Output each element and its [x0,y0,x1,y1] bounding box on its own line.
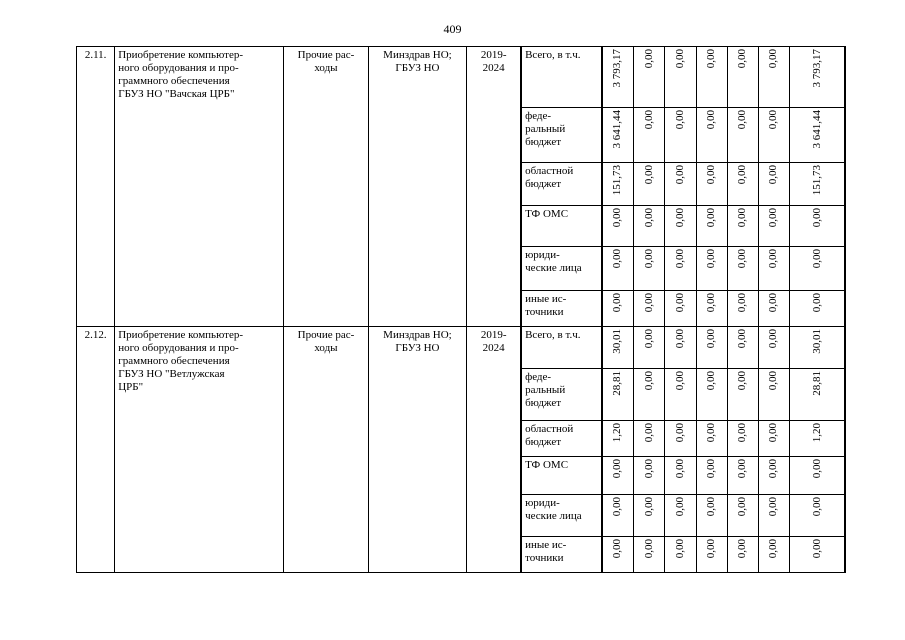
amount-value: 0,00 [705,497,718,517]
amount-cell [602,537,634,573]
amount-value: 0,00 [705,329,718,349]
amount-cell [790,163,845,206]
amount-value: 0,00 [642,49,655,69]
amount-value: 0,00 [736,293,749,313]
amount-cell [634,291,665,327]
amount-cell [602,163,634,206]
amount-cell [634,421,665,457]
amount-cell [634,457,665,495]
amount-value: 0,00 [705,459,718,479]
amount-value: 0,00 [611,459,624,479]
amount-value: 28,81 [810,371,823,396]
amount-cell [665,421,696,457]
amount-cell [696,108,727,163]
amount-value: 0,00 [705,49,718,69]
amount-value: 0,00 [736,110,749,130]
amount-cell [727,327,758,369]
amount-value: 0,00 [642,423,655,443]
amount-value: 0,00 [810,539,823,559]
amount-cell [665,369,696,421]
amount-cell [634,47,665,108]
amount-value: 0,00 [736,539,749,559]
funding-source: феде- ральный бюджет [521,369,601,421]
amount-value: 0,00 [705,249,718,269]
amount-value: 0,00 [705,371,718,391]
amount-value: 0,00 [611,539,624,559]
amount-value: 0,00 [611,208,624,228]
amount-cell [696,421,727,457]
amount-value: 0,00 [642,165,655,185]
amount-value: 3 793,17 [810,49,823,88]
amount-cell [665,495,696,537]
amount-cell [727,495,758,537]
amount-value: 0,00 [736,49,749,69]
amount-cell [634,537,665,573]
amount-cell [634,163,665,206]
amount-value: 0,00 [673,49,686,69]
amount-cell [665,247,696,291]
expense-type: Прочие рас- ходы [284,47,368,327]
amount-cell [696,247,727,291]
table-body [77,47,846,573]
amount-value: 0,00 [767,110,780,130]
budget-table [76,46,846,573]
amount-cell [727,369,758,421]
amount-cell [634,247,665,291]
item-number: 2.11. [77,47,115,327]
amount-value: 0,00 [642,249,655,269]
amount-value: 0,00 [611,249,624,269]
amount-value: 1,20 [611,423,624,443]
table-row [77,47,846,108]
amount-cell [665,163,696,206]
amount-cell [696,291,727,327]
amount-value: 0,00 [810,249,823,269]
amount-cell [665,457,696,495]
amount-value: 0,00 [673,208,686,228]
amount-value: 0,00 [810,208,823,228]
amount-value: 3 641,44 [810,110,823,149]
amount-value: 0,00 [705,423,718,443]
expense-type: Прочие рас- ходы [284,327,368,573]
amount-value: 0,00 [642,459,655,479]
amount-value: 3 793,17 [611,49,624,88]
amount-cell [665,537,696,573]
amount-cell [790,327,845,369]
amount-value: 0,00 [736,249,749,269]
amount-cell [602,327,634,369]
amount-cell [758,457,789,495]
amount-cell [602,291,634,327]
amount-cell [602,108,634,163]
amount-value: 0,00 [673,539,686,559]
amount-value: 0,00 [705,293,718,313]
amount-value: 0,00 [673,165,686,185]
amount-cell [758,327,789,369]
funding-source: областной бюджет [521,163,601,206]
amount-cell [758,537,789,573]
amount-value: 0,00 [810,497,823,517]
amount-value: 0,00 [736,371,749,391]
amount-cell [634,369,665,421]
amount-cell [758,206,789,247]
amount-cell [727,537,758,573]
amount-value: 0,00 [767,49,780,69]
amount-value: 0,00 [705,165,718,185]
amount-value: 0,00 [736,423,749,443]
amount-cell [634,495,665,537]
funding-source: иные ис- точники [521,291,601,327]
page-number: 409 [443,22,462,36]
amount-cell [602,47,634,108]
amount-cell [727,421,758,457]
funding-source: областной бюджет [521,421,601,457]
amount-cell [727,457,758,495]
amount-cell [790,495,845,537]
table-row [77,327,846,369]
amount-cell [696,47,727,108]
amount-cell [602,247,634,291]
amount-value: 151,73 [810,165,823,196]
amount-cell [790,369,845,421]
amount-cell [696,327,727,369]
amount-value: 0,00 [673,459,686,479]
amount-value: 0,00 [767,329,780,349]
amount-value: 0,00 [767,165,780,185]
amount-cell [727,163,758,206]
amount-value: 30,01 [810,329,823,354]
amount-value: 0,00 [673,110,686,130]
amount-value: 0,00 [767,497,780,517]
funding-source: иные ис- точники [521,537,601,573]
amount-cell [790,421,845,457]
amount-value: 0,00 [705,539,718,559]
amount-value: 0,00 [673,497,686,517]
amount-cell [727,206,758,247]
amount-value: 0,00 [767,208,780,228]
amount-cell [758,369,789,421]
item-number: 2.12. [77,327,115,573]
amount-cell [634,108,665,163]
amount-value: 1,20 [810,423,823,443]
amount-value: 0,00 [736,497,749,517]
funding-source: феде- ральный бюджет [521,108,601,163]
amount-value: 0,00 [642,293,655,313]
amount-cell [602,457,634,495]
amount-cell [727,247,758,291]
amount-cell [790,537,845,573]
amount-value: 0,00 [642,208,655,228]
amount-value: 0,00 [767,423,780,443]
amount-value: 3 641,44 [611,110,624,149]
amount-value: 151,73 [611,165,624,196]
amount-value: 28,81 [611,371,624,396]
funding-source: ТФ ОМС [521,457,601,495]
funding-source: Всего, в т.ч. [521,327,601,369]
amount-value: 0,00 [673,329,686,349]
period: 2019- 2024 [467,327,521,573]
amount-value: 0,00 [810,293,823,313]
amount-cell [696,537,727,573]
executor: Минздрав НО; ГБУЗ НО [368,327,467,573]
amount-value: 30,01 [611,329,624,354]
amount-value: 0,00 [767,539,780,559]
period: 2019- 2024 [467,47,521,327]
amount-cell [727,47,758,108]
funding-source: ТФ ОМС [521,206,601,247]
amount-cell [758,47,789,108]
amount-value: 0,00 [673,371,686,391]
amount-value: 0,00 [673,249,686,269]
amount-value: 0,00 [736,329,749,349]
amount-cell [665,206,696,247]
amount-value: 0,00 [736,459,749,479]
amount-value: 0,00 [642,371,655,391]
executor: Минздрав НО; ГБУЗ НО [368,47,467,327]
amount-value: 0,00 [642,329,655,349]
amount-cell [758,108,789,163]
amount-cell [790,108,845,163]
amount-cell [727,291,758,327]
amount-cell [758,163,789,206]
amount-value: 0,00 [767,459,780,479]
amount-cell [602,206,634,247]
amount-value: 0,00 [736,208,749,228]
amount-cell [696,369,727,421]
measure-name: Приобретение компьютер- ного оборудования и про- граммного обеспечения ГБУЗ НО "Вачская ЦРБ" [115,47,284,327]
amount-cell [634,206,665,247]
amount-cell [790,457,845,495]
amount-value: 0,00 [642,497,655,517]
amount-value: 0,00 [767,371,780,391]
amount-value: 0,00 [673,423,686,443]
amount-value: 0,00 [767,249,780,269]
amount-cell [758,291,789,327]
amount-cell [696,495,727,537]
amount-value: 0,00 [642,110,655,130]
amount-cell [758,495,789,537]
amount-cell [665,327,696,369]
funding-source: юриди- ческие лица [521,495,601,537]
amount-cell [696,206,727,247]
amount-value: 0,00 [767,293,780,313]
amount-cell [727,108,758,163]
amount-cell [665,291,696,327]
amount-value: 0,00 [736,165,749,185]
funding-source: Всего, в т.ч. [521,47,601,108]
amount-value: 0,00 [673,293,686,313]
amount-cell [696,457,727,495]
amount-cell [758,247,789,291]
amount-value: 0,00 [611,293,624,313]
amount-value: 0,00 [705,110,718,130]
amount-cell [602,369,634,421]
amount-cell [790,47,845,108]
amount-cell [696,163,727,206]
amount-cell [602,421,634,457]
amount-cell [602,495,634,537]
amount-value: 0,00 [810,459,823,479]
amount-cell [665,47,696,108]
amount-value: 0,00 [642,539,655,559]
amount-value: 0,00 [611,497,624,517]
amount-value: 0,00 [705,208,718,228]
funding-source: юриди- ческие лица [521,247,601,291]
amount-cell [790,206,845,247]
amount-cell [758,421,789,457]
amount-cell [790,291,845,327]
amount-cell [665,108,696,163]
amount-cell [634,327,665,369]
measure-name: Приобретение компьютер- ного оборудования и про- граммного обеспечения ГБУЗ НО "Ветлужская ЦРБ" [115,327,284,573]
amount-cell [790,247,845,291]
